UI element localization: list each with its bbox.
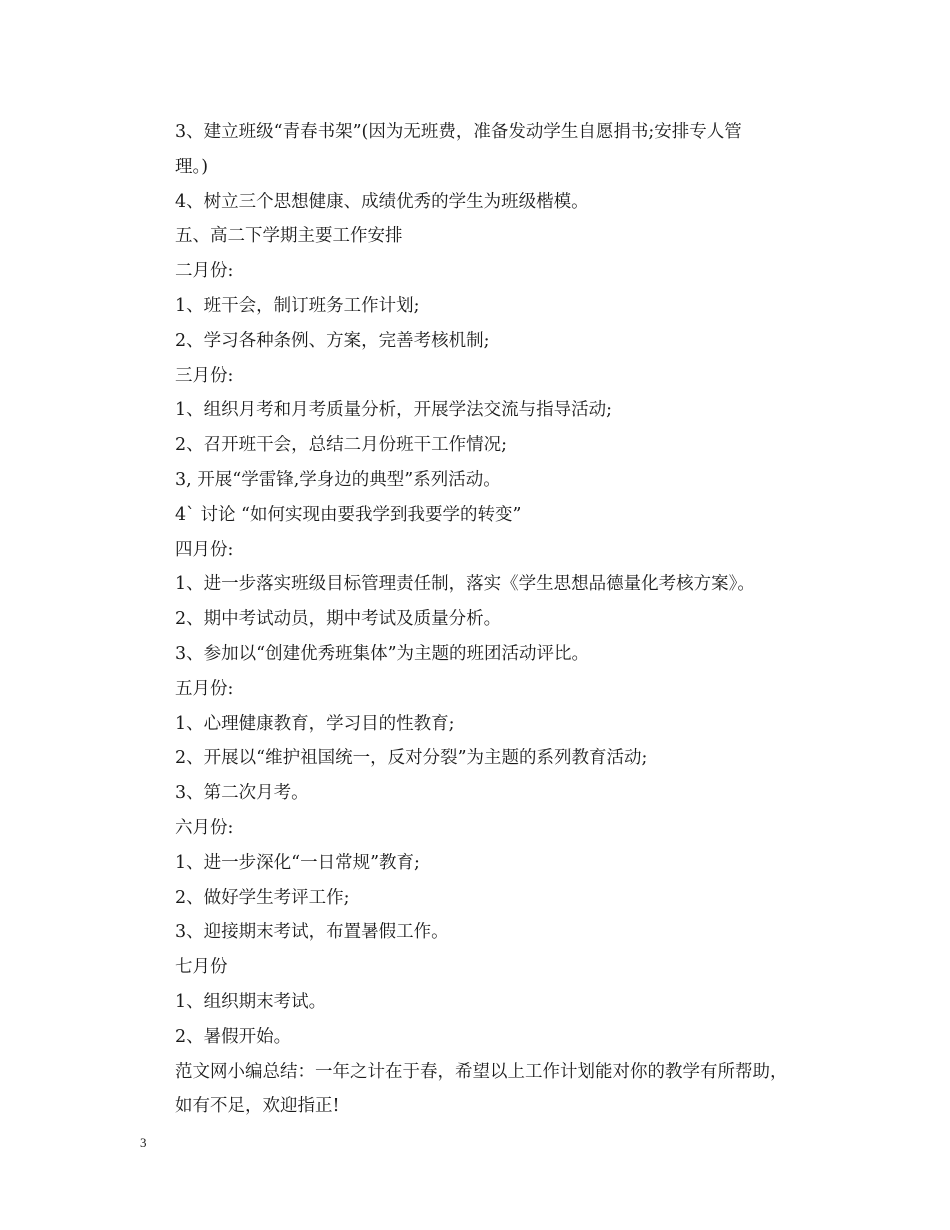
- paragraph: [140, 254, 820, 289]
- paragraph: [140, 637, 820, 672]
- paragraph-line: 1、组织期末考试。: [175, 991, 327, 1012]
- paragraph-line: 2、暑假开始。: [175, 1026, 292, 1047]
- paragraph-line: 1、进一步深化“一日常规”教育;: [175, 852, 420, 873]
- paragraph: [140, 776, 820, 811]
- paragraph: [140, 567, 820, 602]
- paragraph: [140, 324, 820, 359]
- document-body: [140, 115, 820, 1124]
- paragraph-line: 3、参加以“创建优秀班集体”为主题的班团活动评比。: [175, 643, 590, 664]
- paragraph-line: 3, 开展“学雷锋,学身边的典型”系列活动。: [175, 469, 501, 490]
- paragraph: [140, 811, 820, 846]
- paragraph: [140, 115, 820, 185]
- paragraph-line: 3、建立班级“青春书架”(因为无班费，准备发动学生自愿捐书;安排专人管: [175, 122, 742, 142]
- paragraph: [140, 289, 820, 324]
- paragraph: [140, 915, 820, 950]
- paragraph-line: 六月份:: [175, 817, 234, 838]
- paragraph: [140, 219, 820, 254]
- paragraph-line: 1、班干会，制订班务工作计划;: [175, 295, 420, 316]
- paragraph: [140, 672, 820, 707]
- paragraph-line: 三月份:: [175, 365, 234, 386]
- paragraph: [140, 498, 820, 533]
- paragraph: [140, 846, 820, 881]
- paragraph: [140, 741, 820, 776]
- paragraph: [140, 602, 820, 637]
- paragraph: [140, 428, 820, 463]
- paragraph-line: 3、第二次月考。: [175, 783, 309, 804]
- paragraph: [140, 393, 820, 428]
- page-number: 3: [140, 1135, 147, 1150]
- paragraph-line: 如有不足，欢迎指正!: [175, 1096, 340, 1117]
- paragraph: [140, 950, 820, 985]
- paragraph-line: 理。): [175, 156, 209, 177]
- paragraph-line: 五、高二下学期主要工作安排: [175, 226, 403, 247]
- paragraph: [140, 463, 820, 498]
- paragraph-line: 四月份:: [175, 539, 234, 560]
- paragraph-line: 二月份:: [175, 261, 234, 282]
- paragraph: [140, 881, 820, 916]
- paragraph: [140, 359, 820, 394]
- paragraph-line: 2、召开班干会，总结二月份班干工作情况;: [175, 435, 508, 456]
- paragraph-line: 2、做好学生考评工作;: [175, 887, 350, 908]
- paragraph: [140, 985, 820, 1020]
- paragraph-line: 七月份: [175, 957, 228, 978]
- paragraph-line: 五月份:: [175, 678, 234, 699]
- paragraph: [140, 1020, 820, 1055]
- paragraph: [140, 1055, 820, 1125]
- paragraph-line: 1、心理健康教育，学习目的性教育;: [175, 713, 455, 734]
- paragraph-line: 2、学习各种条例、方案，完善考核机制;: [175, 330, 490, 351]
- paragraph: [140, 185, 820, 220]
- paragraph-line: 4、树立三个思想健康、成绩优秀的学生为班级楷模。: [175, 191, 589, 212]
- paragraph-line: 3、迎接期末考试，布置暑假工作。: [175, 922, 449, 943]
- paragraph-line: 2、开展以“维护祖国统一，反对分裂”为主题的系列教育活动;: [175, 748, 648, 769]
- paragraph: [140, 533, 820, 568]
- paragraph: [140, 707, 820, 742]
- paragraph-line: 1、进一步落实班级目标管理责任制，落实《学生思想品德量化考核方案》。: [175, 574, 755, 595]
- paragraph-line: 2、期中考试动员，期中考试及质量分析。: [175, 609, 502, 630]
- paragraph-line: 范文网小编总结：一年之计在于春，希望以上工作计划能对你的教学有所帮助，: [175, 1061, 788, 1082]
- paragraph-line: 1、组织月考和月考质量分析，开展学法交流与指导活动;: [175, 400, 613, 421]
- paragraph-line: 4` 讨论 “如何实现由要我学到我要学的转变”: [175, 504, 522, 525]
